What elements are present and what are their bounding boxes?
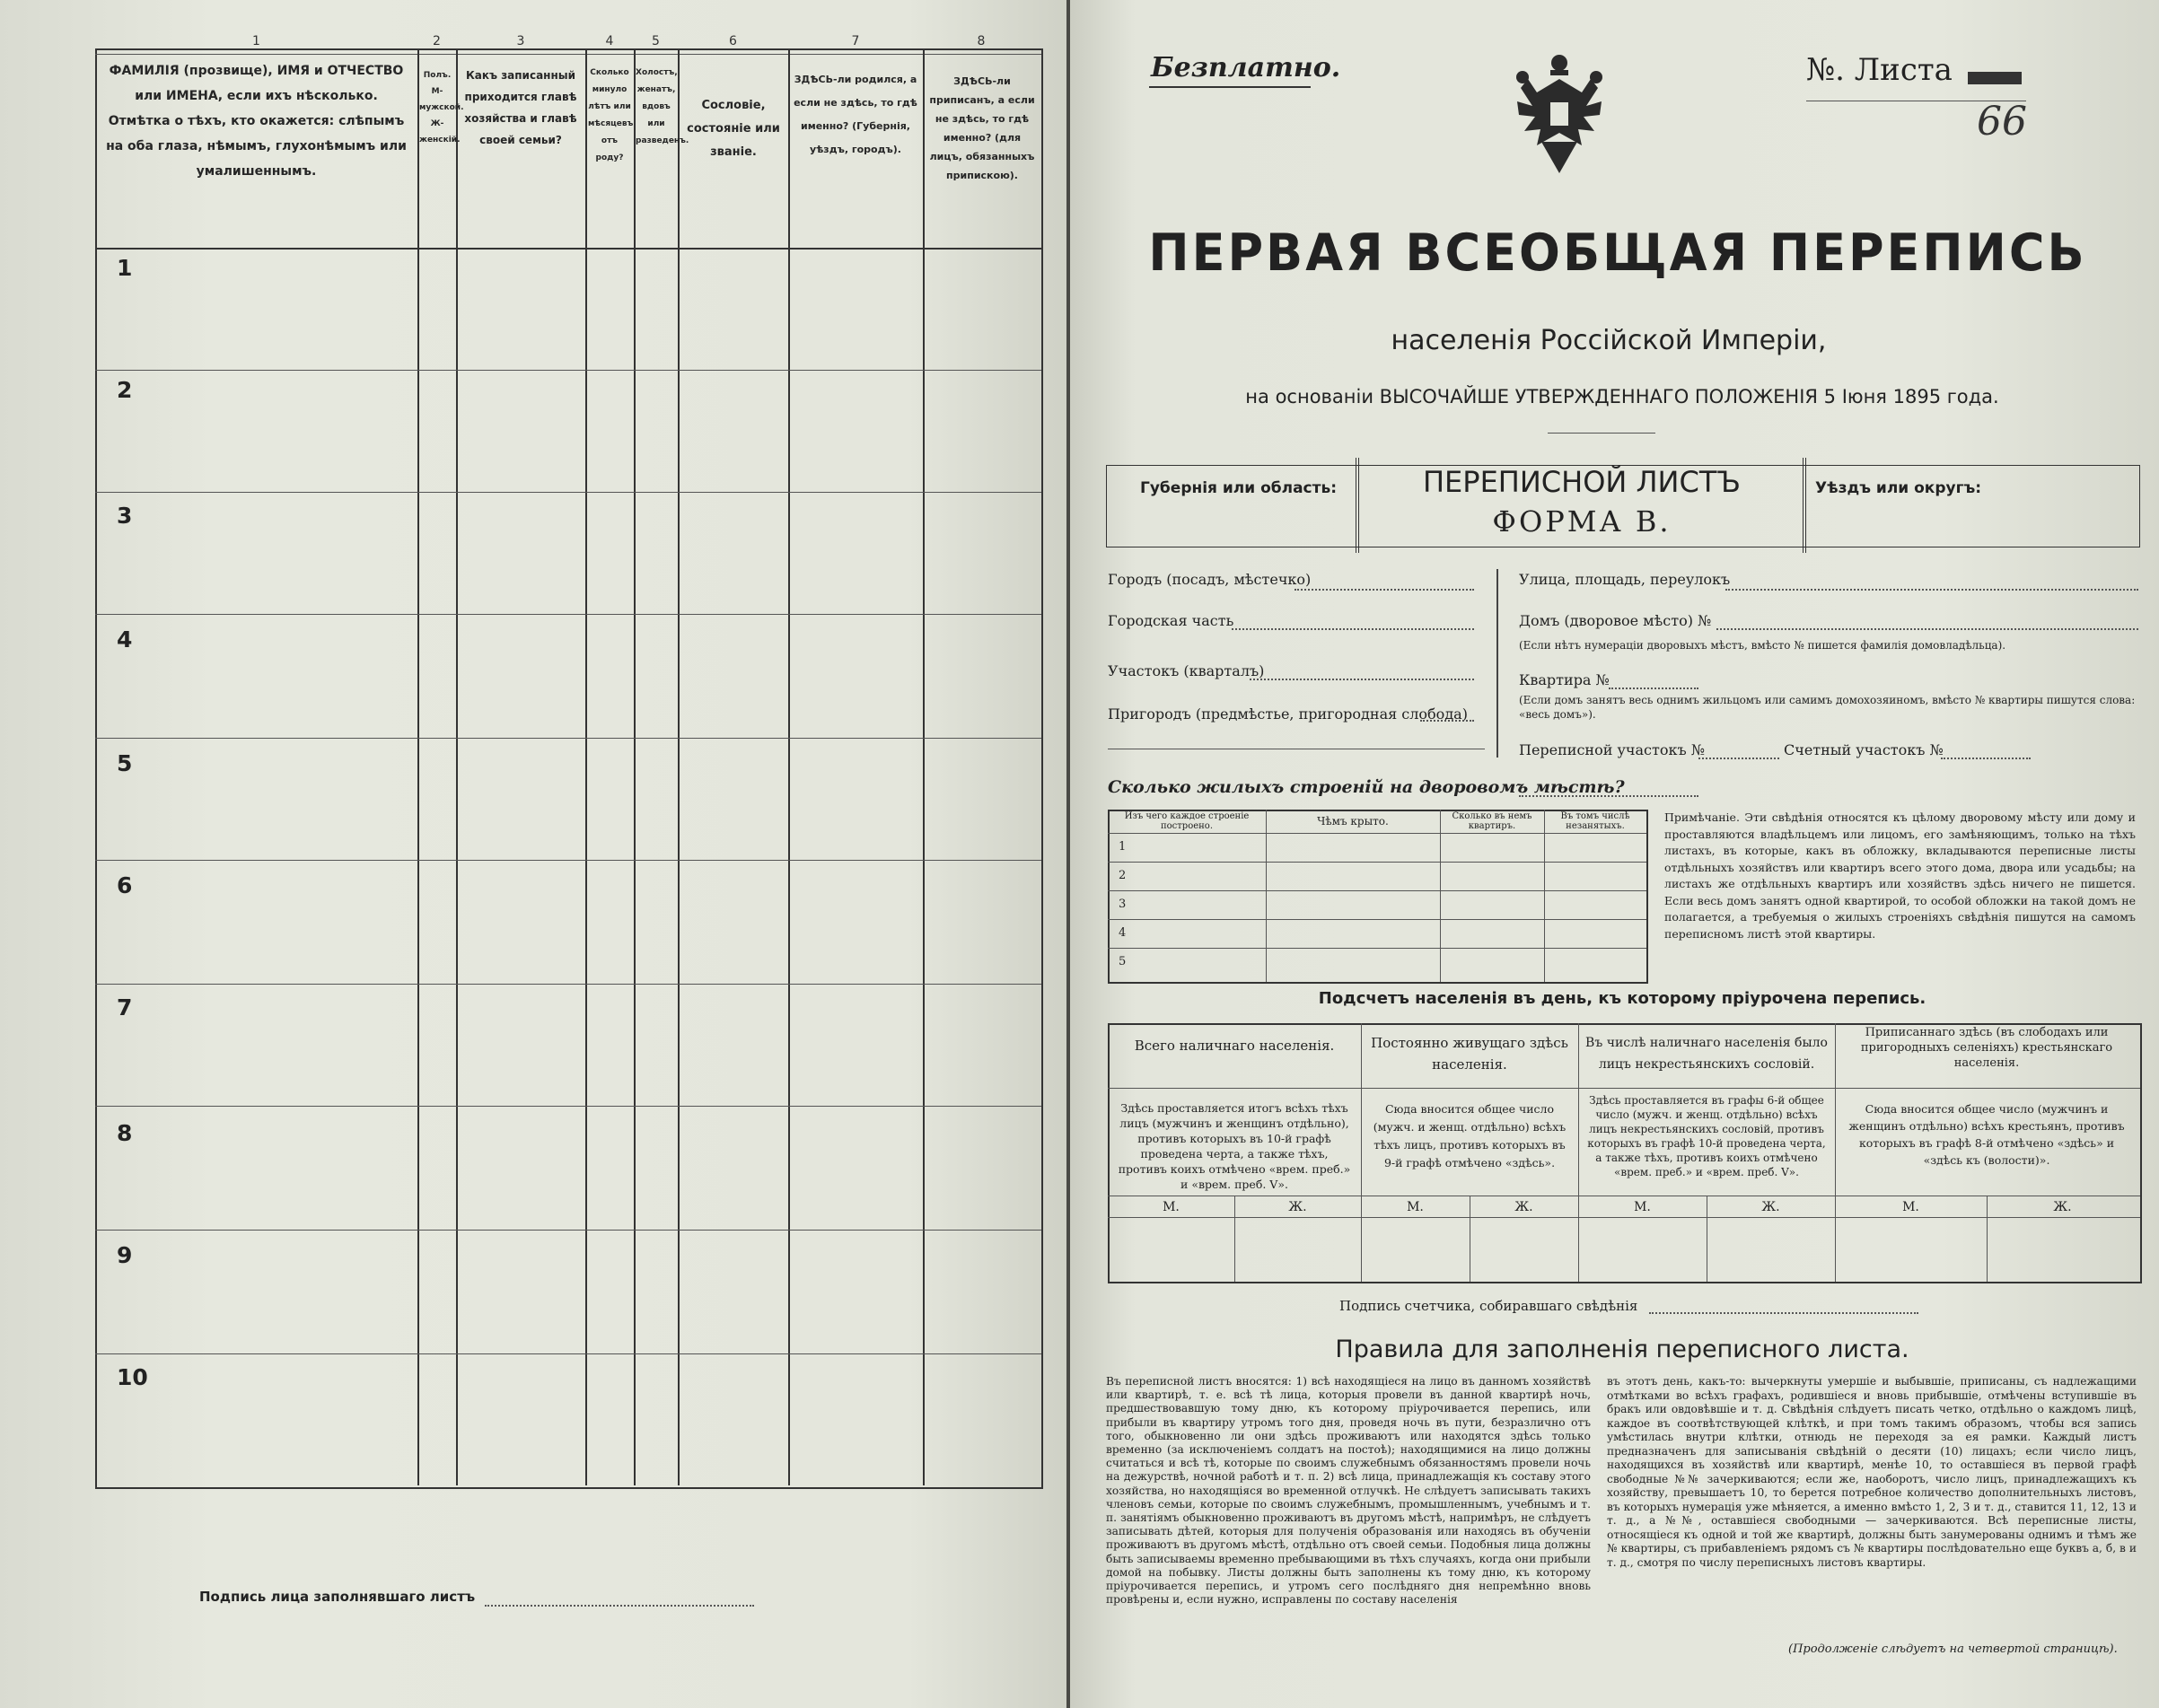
right-page — [1070, 0, 2159, 1708]
bld-row-2: 2 — [1119, 869, 1127, 882]
row-number-6: 6 — [117, 872, 133, 898]
uezd-label: Уѣздъ или округъ: — [1815, 479, 1982, 497]
count-head-nonpeasant: Въ числѣ наличнаго населенія было лицъ некрестьянскихъ сословій. — [1585, 1036, 1828, 1072]
suburb-label: Пригородъ (предмѣстье, пригородная слобода) — [1108, 705, 1468, 723]
bld-header-roof: Чѣмъ крыто. — [1317, 815, 1389, 828]
col-number-4: 4 — [605, 34, 614, 48]
bld-row-4: 4 — [1119, 926, 1127, 940]
eagle-emblem-icon — [1501, 52, 1618, 178]
counter-signature-line[interactable] — [1649, 1312, 1918, 1314]
row-number-9: 9 — [117, 1242, 133, 1268]
census-district-field[interactable] — [1698, 758, 1779, 759]
header-birthplace: ЗДѢСЬ-ли родился, а если не здѣсь, то гдѣ именно? (Губернія, уѣздъ, городъ). — [794, 74, 917, 155]
count-m-1: М. — [1163, 1200, 1180, 1214]
col-number-2: 2 — [433, 34, 441, 48]
signature-label: Подпись лица заполнявшаго листъ — [199, 1589, 476, 1605]
bld-header-material: Изъ чего каждое строеніе построено. — [1124, 811, 1250, 831]
header-estate: Сословіе, состояніе или званіе. — [687, 99, 780, 159]
col-number-8: 8 — [977, 34, 986, 48]
count-zh-2: Ж. — [1514, 1200, 1533, 1214]
count-district-label: Счетный участокъ № — [1784, 741, 1944, 758]
street-label: Улица, площадь, переулокъ — [1519, 571, 1731, 588]
header-name: ФАМИЛІЯ (прозвище), ИМЯ и ОТЧЕСТВО или ИМЕНА, если ихъ нѣсколько. Отмѣтка о тѣхъ, кто окажется: слѣпымъ на оба глаза, нѣмымъ, глухонѣмымъ или умалишеннымъ. — [106, 64, 407, 179]
sheet-number: 66 — [1977, 99, 2027, 145]
house-field[interactable] — [1716, 628, 2138, 630]
buildings-field[interactable] — [1519, 795, 1698, 797]
count-body-peasant: Сюда вносится общее число (мужчинъ и женщинъ отдѣльно) всѣхъ крестьянъ, противъ которыхъ въ графѣ 8-й отмѣчено «здѣсь» и «здѣсь къ (волости)». — [1848, 1102, 2125, 1167]
col-number-7: 7 — [851, 34, 860, 48]
bld-row-3: 3 — [1119, 898, 1127, 911]
main-title: ПЕРВАЯ ВСЕОБЩАЯ ПЕРЕПИСЬ — [1148, 223, 2087, 283]
count-head-permanent: Постоянно живущаго здѣсь населенія. — [1371, 1035, 1568, 1073]
city-part-field[interactable] — [1232, 628, 1474, 630]
bld-row-5: 5 — [1119, 955, 1127, 968]
row-number-8: 8 — [117, 1120, 133, 1146]
col-number-6: 6 — [729, 34, 737, 48]
district-field[interactable] — [1250, 679, 1474, 680]
left-page — [0, 0, 1066, 1708]
count-head-peasant: Приписаннаго здѣсь (въ слободахъ или пригородныхъ селеніяхъ) крестьянскаго населенія. — [1860, 1026, 2113, 1070]
row-number-10: 10 — [117, 1364, 148, 1390]
rules-left-column: Въ переписной листъ вносятся: 1) всѣ находящіеся на лицо въ данномъ хозяйствѣ или квартирѣ, т. е. всѣ тѣ лица, которыя провели въ данной квартирѣ ночь, предшествовавшую тому дню, къ которому пріурочивается перепись, или прибыли въ квартиру утромъ того дня, проведя ночь въ пути, безразлично отъ того, обыкновенно ли они здѣсь проживаютъ или находятся здѣсь только временно (за исключеніемъ солдатъ на постоѣ); находящимися на лицо должны считаться и всѣ тѣ, которые по своимъ служебнымъ обязанностямъ провели ночь на дежурствѣ, ночной работѣ и т. п. 2) всѣ лица, принадлежащія къ составу этого хозяйства, но находящіяся во временной отлучкѣ. Не слѣдуетъ записывать такихъ членовъ семьи, которые по своимъ служебнымъ, промышленнымъ, учебнымъ и т. п. занятіямъ обыкновенно проживаютъ въ другомъ мѣстѣ, напримѣръ, не слѣдуетъ записывать дѣтей, которыя для полученія образованія или находясь въ обученіи проживаютъ въ другомъ мѣстѣ, отдѣльно отъ своей семьи. Подобныя лица должны быть записываемы временно пребывающими въ тѣхъ случаяхъ, когда они прибыли домой на побывку. Листы должны быть заполнены къ тому дню, къ которому пріурочивается перепись, и утромъ сего послѣдняго дня непремѣнно вновь провѣрены и, если нужно, исправлены по составу населенія — [1106, 1375, 1591, 1607]
rules-title: Правила для заполненія переписного листа. — [1335, 1336, 1909, 1363]
row-number-5: 5 — [117, 750, 133, 776]
count-zh-4: Ж. — [2053, 1200, 2072, 1214]
rules-right-column: въ этотъ день, какъ-то: вычеркнуты умершіе и выбывшіе, приписаны, съ надлежащими отмѣтками во всѣхъ графахъ, родившіеся и вновь прибывшіе, отмѣчены вступившіе въ бракъ или овдовѣвшіе и т. д. Свѣдѣнія слѣдуетъ писать четко, отдѣльно о каждомъ лицѣ, каждое въ соотвѣтствующей клѣткѣ, и при томъ такимъ образомъ, чтобы вся запись умѣстилась внутри клѣтки, отнюдь не переходя за ея рамки. Каждый листъ предназначенъ для записыванія свѣдѣній о десяти (10) лицахъ; если число лицъ, находящихся въ хозяйствѣ или квартирѣ, менѣе 10, то оставшіеся въ первой графѣ свободные №№ зачеркиваются; если же, наоборотъ, число лицъ, принадлежащихъ къ хозяйству, превышаетъ 10, то берется потребное количество дополнительныхъ листовъ, въ которыхъ нумерація уже мѣняется, а именно вмѣсто 1, 2, 3 и т. д., ставится 11, 12, 13 и т. д., а №№, оставшіеся свободными — зачеркиваются. Всѣ переписные листы, относящіеся къ одной и той же квартирѣ, должны быть занумерованы однимъ и тѣмъ же № квартиры, съ прибавленіемъ рядомъ съ № квартиры послѣдовательно еще буквъ а, б, в и т. д., смотря по числу переписныхъ листовъ квартиры. — [1607, 1375, 2137, 1569]
city-label: Городъ (посадъ, мѣстечко) — [1108, 571, 1312, 588]
row-number-4: 4 — [117, 626, 133, 653]
count-body-permanent: Сюда вносится общее число (мужч. и женщ. отдѣльно) всѣхъ тѣхъ лицъ, противъ которыхъ въ 9-й графѣ отмѣчено «здѣсь». — [1373, 1102, 1567, 1169]
row-number-2: 2 — [117, 377, 133, 403]
subtitle: населенія Россійской Имперіи, — [1391, 325, 1827, 356]
buildings-question: Сколько жилыхъ строеній на дворовомъ мѣстѣ? — [1108, 777, 1625, 797]
city-field[interactable] — [1295, 589, 1474, 591]
header-sex: Полъ. М-мужской. Ж-женскій. — [419, 71, 464, 145]
count-body-nonpeasant: Здѣсь проставляется въ графы 6-й общее число (мужч. и женщ. отдѣльно) всѣхъ лицъ некрестьянскихъ сословій, противъ которыхъ въ графѣ 10-й проведена черта, а также тѣхъ, противъ коихъ отмѣчено «врем. преб.» и «врем. преб. V». — [1587, 1094, 1826, 1178]
row-number-7: 7 — [117, 994, 133, 1020]
count-m-2: М. — [1407, 1200, 1424, 1214]
apartment-label: Квартира № — [1519, 671, 1610, 688]
gubernia-label: Губернія или область: — [1140, 479, 1338, 497]
bld-row-1: 1 — [1119, 840, 1127, 854]
bld-header-apartments: Сколько въ немъ квартиръ. — [1452, 811, 1532, 831]
col-number-1: 1 — [252, 34, 260, 48]
left-table-frame — [95, 48, 1043, 1489]
header-marital: Холостъ, женатъ, вдовъ или разведенъ. — [636, 68, 689, 145]
row-number-3: 3 — [117, 503, 133, 529]
signature-line[interactable] — [485, 1605, 754, 1607]
form-letter: ФОРМА В. — [1492, 504, 1672, 539]
district-label: Участокъ (кварталъ) — [1108, 662, 1265, 679]
buildings-note: Примѣчаніе. Эти свѣдѣнія относятся къ цѣлому дворовому мѣсту или дому и проставляются владѣльцемъ или лицомъ, его замѣняющимъ, только на тѣхъ листахъ, въ которые, какъ въ обложку, вкладываются переписные листы отдѣльныхъ хозяйствъ или квартиръ всего этого дома, двора или усадьбы; на листахъ же отдѣльныхъ квартиръ или хозяйствъ здѣсь ничего не пишется. Если весь домъ занятъ одной квартирой, то особой обложки на такой домъ не полагается, а требуемыя о жилыхъ строеніяхъ свѣдѣнія пишутся на самомъ переписномъ листѣ этой квартиры. — [1664, 810, 2136, 941]
basis-line: на основаніи ВЫСОЧАЙШЕ УТВЕРЖДЕННАГО ПОЛОЖЕНІЯ 5 Іюня 1895 года. — [1245, 386, 1999, 407]
census-district-label: Переписной участокъ № — [1519, 741, 1705, 758]
col-number-5: 5 — [652, 34, 660, 48]
header-age: Сколько минуло лѣтъ или мѣсяцевъ отъ роду? — [588, 68, 634, 162]
count-m-3: М. — [1634, 1200, 1651, 1214]
apartment-note: (Если домъ занятъ весь однимъ жильцомъ или самимъ домохозяиномъ, вмѣсто № квартиры пишутся слова: «весь домъ»). — [1519, 694, 2136, 721]
counter-signature-label: Подпись счетчика, собиравшаго свѣдѣнія — [1339, 1298, 1638, 1314]
count-head-total: Всего наличнаго населенія. — [1134, 1038, 1335, 1054]
count-m-4: М. — [1902, 1200, 1919, 1214]
col-number-3: 3 — [516, 34, 525, 48]
header-relation: Какъ записанный приходится главѣ хозяйства и главѣ своей семьи? — [464, 69, 577, 146]
count-title: Подсчетъ населенія въ день, къ которому пріурочена перепись. — [1318, 989, 1926, 1008]
apartment-field[interactable] — [1609, 688, 1698, 689]
row-number-1: 1 — [117, 255, 133, 281]
count-zh-1: Ж. — [1288, 1200, 1307, 1214]
count-body-total: Здѣсь проставляется итогъ всѣхъ тѣхъ лицъ (мужчинъ и женщинъ отдѣльно), противъ которыхъ въ 10-й графѣ проведена черта, а также тѣхъ, противъ коихъ отмѣчено «врем. преб.» и «врем. преб. V». — [1118, 1101, 1351, 1191]
street-field[interactable] — [1725, 589, 2138, 591]
header-registration: ЗДѢСЬ-ли приписанъ, а если не здѣсь, то гдѣ именно? (для лицъ, обязанныхъ припискою). — [929, 75, 1035, 181]
city-part-label: Городская часть — [1108, 612, 1234, 629]
count-zh-3: Ж. — [1761, 1200, 1780, 1214]
suburb-field[interactable] — [1420, 720, 1474, 722]
count-district-field[interactable] — [1941, 758, 2031, 759]
house-note: (Если нѣтъ нумераціи дворовыхъ мѣстъ, вмѣсто № пишется фамилія домовладѣльца). — [1519, 639, 2006, 652]
buildings-table — [1108, 810, 1648, 984]
rules-continued: (Продолженіе слѣдуетъ на четвертой страницѣ). — [1788, 1642, 2118, 1656]
sheet-label: №. Листа — [1806, 52, 1953, 88]
free-label: Безплатно. — [1151, 52, 1341, 83]
form-title: ПЕРЕПИСНОЙ ЛИСТЪ — [1422, 465, 1742, 499]
bld-header-vacant: Въ томъ числѣ незанятыхъ. — [1560, 811, 1630, 831]
house-label: Домъ (дворовое мѣсто) № — [1519, 612, 1712, 629]
